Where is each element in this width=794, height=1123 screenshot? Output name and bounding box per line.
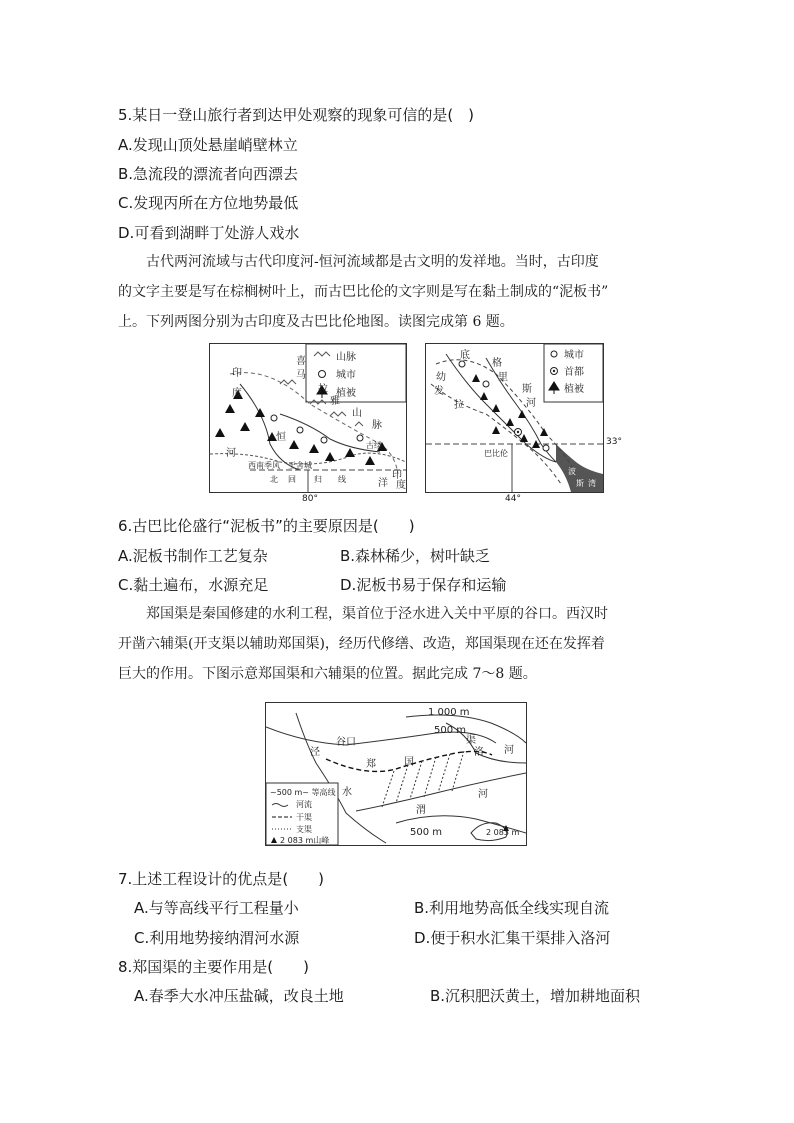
svg-text:城市: 城市 (564, 350, 584, 361)
svg-text:脉: 脉 (372, 420, 382, 431)
svg-text:马: 马 (296, 370, 306, 381)
passage1-line3: 上。下列两图分别为古印度及古巴比伦地图。读图完成第 6 题。 (118, 314, 514, 330)
svg-text:巴比伦: 巴比伦 (484, 449, 508, 458)
svg-text:雅: 雅 (330, 396, 340, 407)
q8-option-b: B.沉积肥沃黄土，增加耕地面积 (430, 987, 641, 1005)
svg-text:里: 里 (498, 372, 508, 383)
svg-text:河: 河 (478, 789, 488, 800)
svg-text:幼: 幼 (436, 372, 446, 383)
svg-text:洋: 洋 (378, 478, 388, 489)
svg-text:2 083 m山峰: 2 083 m山峰 (280, 836, 330, 845)
branch-canals (382, 751, 464, 807)
city-legend-icon (319, 371, 326, 378)
svg-text:回: 回 (288, 475, 296, 484)
q5-stem: 5.某日一登山旅行者到达甲处观察的现象可信的是( ) (118, 106, 475, 124)
svg-text:度: 度 (396, 480, 406, 491)
passage2-line3: 巨大的作用。下图示意郑国渠和六辅渠的位置。据此完成 7～8 题。 (118, 666, 537, 682)
svg-text:泾: 泾 (310, 747, 320, 758)
babylon-map-latitude: 33° (606, 437, 622, 447)
svg-text:古缕: 古缕 (366, 441, 382, 450)
zhengguo-canal-map (265, 702, 527, 846)
svg-text:波: 波 (568, 467, 576, 476)
ancient-babylon-map (425, 343, 604, 493)
wei-river (356, 773, 526, 811)
q8-stem: 8.郑国渠的主要作用是( ) (118, 958, 310, 976)
svg-text:发: 发 (434, 386, 444, 397)
passage2-line2: 开凿六辅渠(开支渠以辅助郑国渠)，经历代修缮、改造，郑国渠现在还在发挥着 (118, 636, 605, 652)
svg-text:首都: 首都 (564, 367, 584, 378)
svg-text:北: 北 (270, 475, 278, 484)
svg-text:谷口: 谷口 (336, 737, 356, 748)
svg-text:国: 国 (404, 757, 414, 768)
svg-text:渭: 渭 (416, 805, 426, 816)
q5-option-b: B.急流段的漂流者向西漂去 (118, 165, 299, 183)
legend-vegetation: 植被 (336, 388, 356, 399)
svg-text:线: 线 (338, 475, 346, 484)
svg-text:王舍城: 王舍城 (288, 461, 312, 470)
svg-text:水: 水 (342, 787, 352, 798)
svg-text:河: 河 (504, 745, 514, 756)
svg-text:~500 m~ 等高线: ~500 m~ 等高线 (270, 788, 336, 797)
svg-text:植被: 植被 (564, 384, 584, 395)
svg-text:归: 归 (314, 475, 322, 484)
svg-text:支渠: 支渠 (296, 825, 312, 834)
q7-option-d: D.便于积水汇集干渠排入洛河 (414, 929, 611, 947)
svg-text:底: 底 (460, 350, 470, 361)
passage2-line1: 郑国渠是秦国修建的水利工程，渠首位于泾水进入关中平原的谷口。西汉时 (146, 606, 608, 622)
svg-text:斯: 斯 (576, 479, 584, 488)
passage1-line2: 的文字主要是写在棕榈树叶上，而古巴比伦的文字则是写在黏土制成的“泥板书” (118, 284, 609, 300)
svg-text:干渠: 干渠 (296, 813, 312, 822)
svg-text:湾: 湾 (588, 479, 596, 488)
passage-ancient-civilizations (118, 247, 676, 337)
q6-option-c: C.黏土遍布，水源充足 (118, 576, 269, 594)
ancient-india-map (209, 343, 407, 493)
svg-text:洛: 洛 (474, 747, 484, 758)
india-map-longitude: 80° (302, 494, 318, 504)
babylon-map-longitude: 44° (505, 494, 521, 504)
svg-text:河: 河 (226, 448, 236, 459)
svg-text:格: 格 (492, 358, 502, 369)
svg-text:喜: 喜 (296, 356, 306, 367)
q7-option-b: B.利用地势高低全线实现自流 (414, 899, 610, 917)
svg-text:拉: 拉 (454, 400, 464, 411)
q5-option-a: A.发现山顶处悬崖峭壁林立 (118, 136, 298, 154)
legend-mountain: 山脉 (336, 352, 356, 363)
q8-option-a: A.春季大水冲压盐碱，改良土地 (134, 987, 344, 1005)
svg-text:1 000 m: 1 000 m (428, 707, 470, 718)
q5-option-d: D.可看到湖畔丁处游人戏水 (118, 224, 300, 242)
passage-zhengguo-canal (118, 599, 676, 689)
svg-text:西南季风: 西南季风 (248, 461, 280, 470)
q6-option-b: B.森林稀少，树叶缺乏 (340, 547, 491, 565)
svg-text:恒: 恒 (276, 432, 286, 443)
svg-text:500 m: 500 m (410, 827, 443, 838)
svg-text:500 m: 500 m (434, 725, 467, 736)
legend-city: 城市 (336, 370, 356, 381)
svg-text:2 083 m: 2 083 m (486, 828, 520, 837)
svg-text:山: 山 (352, 408, 362, 419)
q6-option-a: A.泥板书制作工艺复杂 (118, 547, 268, 565)
svg-text:郑: 郑 (366, 759, 376, 770)
q7-option-a: A.与等高线平行工程量小 (134, 899, 299, 917)
svg-text:河流: 河流 (296, 800, 312, 809)
q6-stem: 6.古巴比伦盛行“泥板书”的主要原因是( ) (118, 517, 415, 535)
svg-text:拉: 拉 (318, 384, 328, 395)
svg-text:度: 度 (232, 388, 242, 399)
q7-stem: 7.上述工程设计的优点是( ) (118, 870, 325, 888)
q7-option-c: C.利用地势接纳渭河水源 (134, 929, 300, 947)
q6-option-d: D.泥板书易于保存和运输 (340, 576, 507, 594)
svg-text:河: 河 (526, 398, 536, 409)
svg-text:渠: 渠 (466, 735, 476, 746)
city-legend-icon (551, 351, 557, 357)
q5-option-c: C.发现丙所在方位地势最低 (118, 194, 299, 212)
svg-text:印: 印 (232, 368, 242, 379)
passage1-line1: 古代两河流域与古代印度河-恒河流域都是古文明的发祥地。当时，古印度 (146, 254, 599, 270)
svg-text:印: 印 (392, 470, 402, 481)
svg-text:斯: 斯 (522, 384, 532, 395)
